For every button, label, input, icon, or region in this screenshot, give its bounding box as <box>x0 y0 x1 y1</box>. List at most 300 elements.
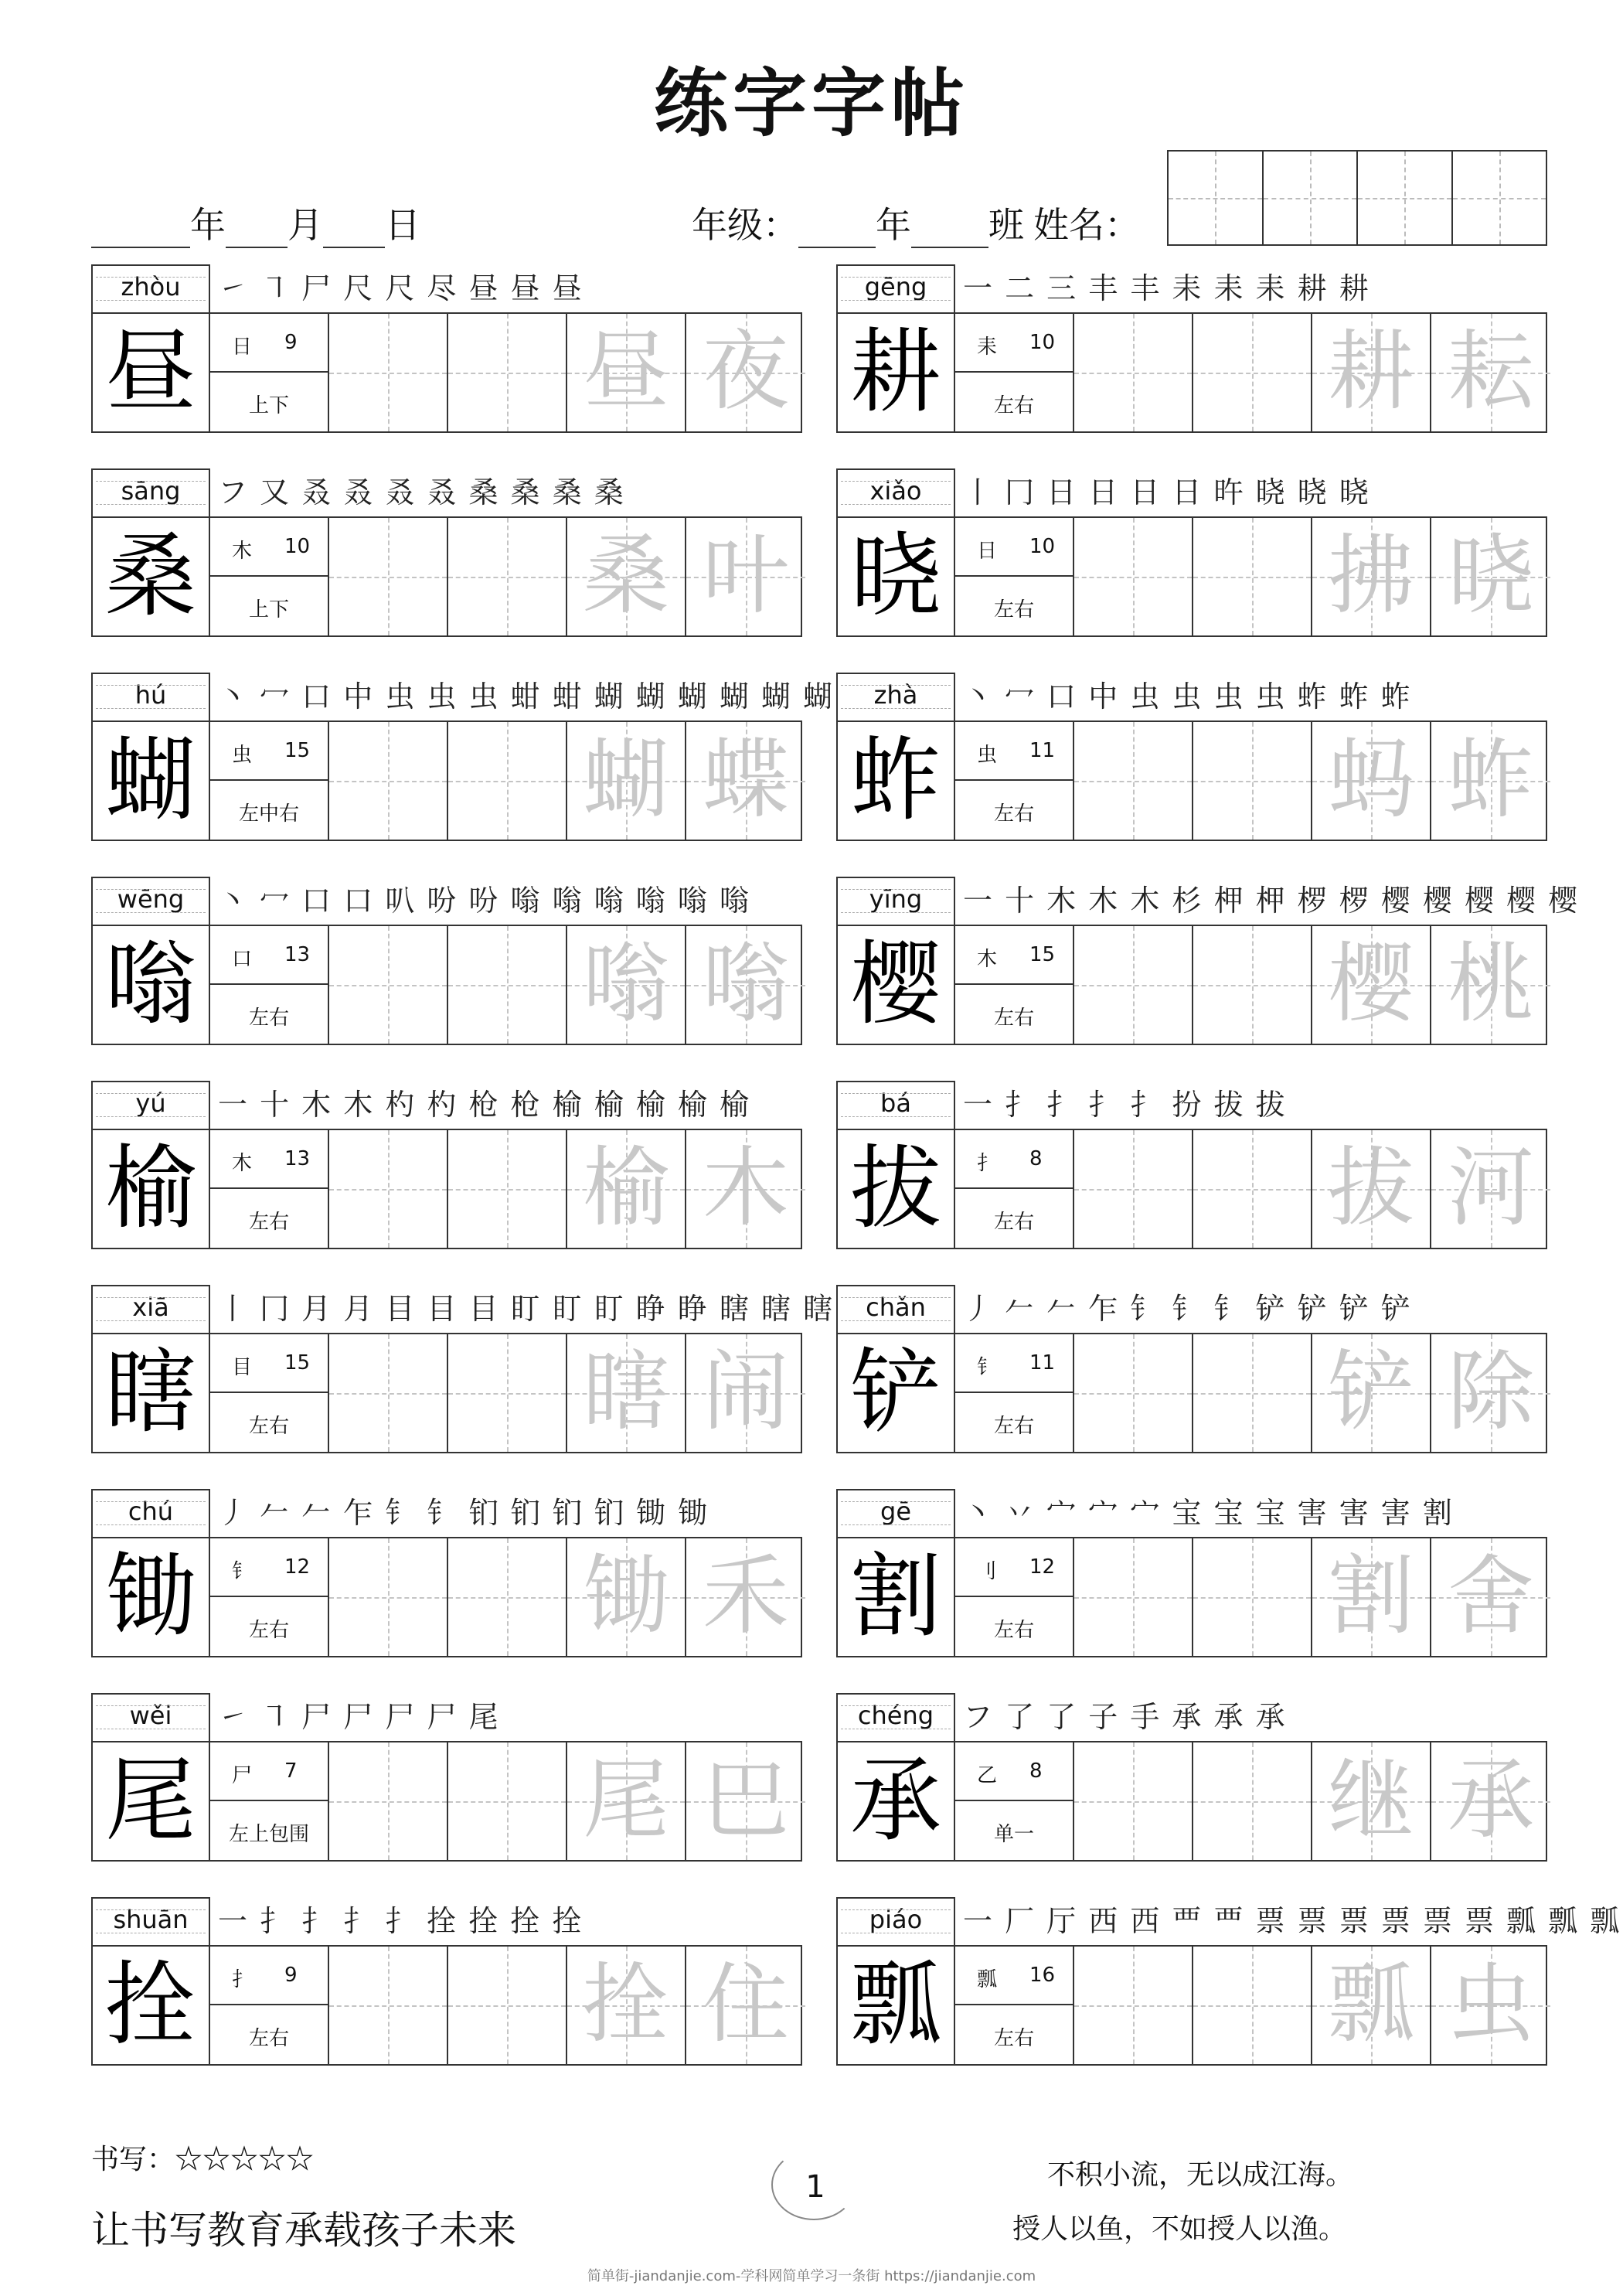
stroke-order: 丨 冂 月 月 目 目 目 盯 盯 盯 睁 睁 瞎 瞎 瞎 <box>218 1292 835 1326</box>
practice-cell[interactable] <box>1193 1130 1312 1248</box>
structure-type: 左右 <box>248 1415 289 1438</box>
writing-grid <box>836 516 1547 637</box>
stroke-count: 12 <box>1029 1555 1056 1579</box>
practice-cell[interactable] <box>1193 1334 1312 1452</box>
stroke-count: 15 <box>284 1351 311 1375</box>
trace-cell[interactable] <box>567 1130 686 1248</box>
model-character: 桑 <box>93 518 210 635</box>
trace-character: 拂 <box>1328 526 1414 626</box>
practice-cell[interactable] <box>1193 722 1312 840</box>
trace-character: 瞎 <box>583 1342 669 1443</box>
trace-cell[interactable] <box>1431 1742 1550 1860</box>
pinyin: shuān <box>91 1897 210 1945</box>
radical-count-box <box>955 1947 1073 2005</box>
model-character: 晓 <box>838 518 955 635</box>
trace-character: 榆 <box>583 1138 669 1238</box>
radical: 扌 <box>232 1968 253 1991</box>
writing-grid <box>836 925 1547 1045</box>
proverb-line-1: 不积小流，无以成江海。 <box>1047 2159 1354 2191</box>
structure-type: 左右 <box>993 2027 1034 2050</box>
name-box[interactable] <box>1453 152 1546 244</box>
structure-type: 左右 <box>248 1007 289 1030</box>
radical: 口 <box>232 948 253 971</box>
pinyin: gē <box>836 1489 955 1537</box>
trace-cell[interactable] <box>686 1334 805 1452</box>
class-blank[interactable] <box>911 213 988 248</box>
radical: 耒 <box>977 336 998 359</box>
trace-cell[interactable] <box>1312 722 1431 840</box>
character-entry <box>836 264 1547 433</box>
name-box[interactable] <box>1264 152 1359 244</box>
practice-cell[interactable] <box>448 722 567 840</box>
practice-cell[interactable] <box>1074 1334 1193 1452</box>
character-info <box>210 1130 329 1248</box>
pinyin: bá <box>836 1081 955 1129</box>
practice-cell[interactable] <box>1193 518 1312 635</box>
radical-count-box <box>210 1334 328 1393</box>
character-info <box>210 314 329 431</box>
character-entry <box>91 1897 802 2066</box>
writing-grid <box>91 925 802 1045</box>
character-entry <box>836 877 1580 1045</box>
character-info <box>210 1538 329 1656</box>
trace-cell[interactable] <box>1431 1947 1550 2064</box>
name-box[interactable] <box>1358 152 1453 244</box>
structure-type: 上下 <box>248 598 289 622</box>
practice-cell[interactable] <box>1074 314 1193 431</box>
writing-grid <box>91 1333 802 1453</box>
stroke-count: 8 <box>1029 1759 1043 1783</box>
stroke-order: 一 厂 厅 西 西 覀 覀 票 票 票 票 票 票 瓢 瓢 瓢 <box>963 1904 1621 1938</box>
character-entry <box>91 264 802 433</box>
trace-cell[interactable] <box>567 518 686 635</box>
trace-cell[interactable] <box>1431 1334 1550 1452</box>
model-character: 嗡 <box>93 926 210 1044</box>
character-info <box>210 722 329 840</box>
radical-count-box <box>210 1742 328 1801</box>
pinyin: zhòu <box>91 264 210 312</box>
writing-grid <box>836 1945 1547 2066</box>
trace-character: 蝴 <box>583 730 669 830</box>
radical-count-box <box>210 1947 328 2005</box>
writing-grid <box>836 1333 1547 1453</box>
radical-count-box <box>955 926 1073 985</box>
structure-type: 左右 <box>993 1415 1034 1438</box>
model-character: 承 <box>838 1742 955 1860</box>
stroke-count: 8 <box>1029 1147 1043 1170</box>
trace-character: 巴 <box>703 1750 789 1851</box>
trace-cell[interactable] <box>567 1334 686 1452</box>
writing-grid <box>836 312 1547 433</box>
character-entry <box>91 877 802 1045</box>
character-entry <box>836 673 1547 841</box>
structure-type: 左上包围 <box>228 1823 309 1846</box>
trace-character: 叶 <box>703 526 789 626</box>
model-character: 瓢 <box>838 1947 955 2064</box>
trace-cell[interactable] <box>686 1947 805 2064</box>
stroke-order: フ 了 了 子 手 承 承 承 <box>963 1700 1287 1734</box>
practice-cell[interactable] <box>448 518 567 635</box>
trace-cell[interactable] <box>1431 1130 1550 1248</box>
pinyin: yú <box>91 1081 210 1129</box>
day-label: 日 <box>385 204 420 246</box>
pinyin: xiǎo <box>836 468 955 516</box>
radical-count-box <box>955 722 1073 781</box>
model-character: 蝴 <box>93 722 210 840</box>
trace-character: 木 <box>703 1138 789 1238</box>
structure-type: 左右 <box>993 1211 1034 1234</box>
trace-cell[interactable] <box>1431 314 1550 431</box>
pinyin: gēng <box>836 264 955 312</box>
character-info <box>955 1334 1074 1452</box>
trace-cell[interactable] <box>1312 1742 1431 1860</box>
stroke-order: ㇀ ㇕ 尸 尸 尸 尸 尾 <box>218 1700 500 1734</box>
writing-grid <box>836 720 1547 841</box>
date-fields <box>91 197 420 248</box>
practice-cell[interactable] <box>448 1947 567 2064</box>
character-info <box>955 314 1074 431</box>
stroke-order: 丿 𠂉 𠂉 乍 钅 钅 钔 钔 钔 钔 锄 锄 <box>218 1496 709 1530</box>
stroke-count: 13 <box>284 943 311 966</box>
character-info <box>210 518 329 635</box>
practice-cell[interactable] <box>329 1130 448 1248</box>
character-info <box>955 722 1074 840</box>
page-number <box>757 2169 873 2205</box>
radical-count-box <box>210 1538 328 1597</box>
trace-character: 蝶 <box>703 730 789 830</box>
practice-cell[interactable] <box>329 1947 448 2064</box>
stroke-count: 9 <box>284 1964 298 1987</box>
practice-cell[interactable] <box>1074 1947 1193 2064</box>
pinyin: yīng <box>836 877 955 925</box>
grade-blank[interactable] <box>798 213 876 248</box>
practice-cell[interactable] <box>329 518 448 635</box>
character-entry <box>91 1693 802 1862</box>
practice-cell[interactable] <box>1193 1947 1312 2064</box>
trace-cell[interactable] <box>1312 926 1431 1044</box>
trace-character: 拔 <box>1328 1138 1414 1238</box>
day-blank[interactable] <box>323 213 385 248</box>
year-blank[interactable] <box>91 213 190 248</box>
radical-count-box <box>955 1538 1073 1597</box>
footer-source: 简单街-jiandanjie.com-学科网简单学习一条街 https://jiandanjie.com <box>587 2268 1036 2284</box>
radical-count-box <box>955 1742 1073 1801</box>
character-info <box>210 926 329 1044</box>
character-entry <box>91 468 802 637</box>
structure-type: 上下 <box>248 394 289 417</box>
trace-character: 桑 <box>583 526 669 626</box>
structure-type: 左右 <box>248 2027 289 2050</box>
character-entry <box>836 1897 1621 2066</box>
practice-cell[interactable] <box>1074 926 1193 1044</box>
radical-count-box <box>955 518 1073 577</box>
practice-cell[interactable] <box>329 926 448 1044</box>
practice-cell[interactable] <box>448 1742 567 1860</box>
trace-character: 瓢 <box>1328 1954 1414 2055</box>
stroke-order: 丶 丷 宀 宀 宀 宝 宝 宝 害 害 害 割 <box>963 1496 1454 1530</box>
writing-grid <box>836 1129 1547 1249</box>
structure-type: 左中右 <box>238 802 299 826</box>
name-box[interactable] <box>1169 152 1264 244</box>
stroke-count: 12 <box>284 1555 311 1579</box>
page-number-ornament <box>771 2149 856 2220</box>
structure-type: 左右 <box>993 598 1034 622</box>
radical: 瓢 <box>977 1968 998 1991</box>
structure-type: 左右 <box>993 1007 1034 1030</box>
character-entry <box>836 1285 1547 1453</box>
practice-cell[interactable] <box>1074 1130 1193 1248</box>
practice-cell[interactable] <box>329 1334 448 1452</box>
month-label: 月 <box>288 204 323 246</box>
practice-cell[interactable] <box>448 1538 567 1656</box>
practice-cell[interactable] <box>1193 1538 1312 1656</box>
character-info <box>955 518 1074 635</box>
trace-cell[interactable] <box>1431 1538 1550 1656</box>
writing-grid <box>91 312 802 433</box>
trace-cell[interactable] <box>686 314 805 431</box>
class-label: 班 <box>988 204 1024 246</box>
stroke-count: 13 <box>284 1147 311 1170</box>
pinyin: sāng <box>91 468 210 516</box>
trace-character: 住 <box>703 1954 789 2055</box>
writing-rating: 书写：☆☆☆☆☆ <box>91 2144 315 2175</box>
stroke-count: 11 <box>1029 1351 1056 1375</box>
radical-count-box <box>210 1130 328 1189</box>
character-info <box>210 1334 329 1452</box>
pinyin: wěi <box>91 1693 210 1741</box>
pinyin: zhà <box>836 673 955 720</box>
structure-type: 左右 <box>993 394 1034 417</box>
character-info <box>955 1130 1074 1248</box>
practice-cell[interactable] <box>329 1538 448 1656</box>
structure-type: 左右 <box>993 802 1034 826</box>
proverb-line-2: 授人以鱼，不如授人以渔。 <box>1012 2213 1347 2245</box>
trace-character: 蚱 <box>1448 730 1534 830</box>
trace-character: 铲 <box>1328 1342 1414 1443</box>
trace-cell[interactable] <box>686 722 805 840</box>
radical: 尸 <box>232 1764 253 1787</box>
writing-grid <box>836 1537 1547 1657</box>
structure-type: 左右 <box>248 1211 289 1234</box>
pinyin: chú <box>91 1489 210 1537</box>
radical-count-box <box>210 926 328 985</box>
stroke-count: 10 <box>284 535 311 558</box>
trace-character: 继 <box>1328 1750 1414 1851</box>
structure-type: 左右 <box>993 1619 1034 1642</box>
structure-type: 单一 <box>993 1823 1034 1846</box>
radical: 木 <box>232 540 253 563</box>
trace-cell[interactable] <box>567 722 686 840</box>
pinyin: wēng <box>91 877 210 925</box>
trace-cell[interactable] <box>686 518 805 635</box>
stroke-order: 丿 𠂉 𠂉 乍 钅 钅 钅 铲 铲 铲 铲 <box>963 1292 1412 1326</box>
practice-cell[interactable] <box>329 722 448 840</box>
character-entry <box>836 468 1547 637</box>
radical: 木 <box>977 948 998 971</box>
stroke-order: 一 二 三 丰 丰 耒 耒 耒 耕 耕 <box>963 271 1370 305</box>
practice-cell[interactable] <box>1193 314 1312 431</box>
radical: 扌 <box>977 1152 998 1175</box>
writing-grid <box>91 1537 802 1657</box>
page-title: 练字字帖 <box>654 60 969 147</box>
model-character: 蚱 <box>838 722 955 840</box>
page-number-text: 1 <box>805 2169 825 2205</box>
practice-cell[interactable] <box>448 314 567 431</box>
trace-cell[interactable] <box>686 926 805 1044</box>
trace-cell[interactable] <box>567 1538 686 1656</box>
trace-character: 耕 <box>1328 322 1414 422</box>
practice-cell[interactable] <box>1074 722 1193 840</box>
trace-character: 耘 <box>1448 322 1534 422</box>
trace-cell[interactable] <box>686 1130 805 1248</box>
stroke-order: 一 十 木 木 木 杉 柙 柙 椤 椤 樱 樱 樱 樱 樱 <box>963 884 1580 918</box>
trace-character: 虫 <box>1448 1954 1534 2055</box>
character-info <box>955 1947 1074 2064</box>
trace-character: 舍 <box>1448 1546 1534 1647</box>
stroke-order: 丶 冖 口 中 虫 虫 虫 蚶 蚶 蝴 蝴 蝴 蝴 蝴 蝴 <box>218 680 835 714</box>
model-character: 樱 <box>838 926 955 1044</box>
trace-character: 晓 <box>1448 526 1534 626</box>
character-entry <box>91 1489 802 1657</box>
stroke-order: フ 又 叒 叒 叒 叒 桑 桑 桑 桑 <box>218 475 625 509</box>
model-character: 榆 <box>93 1130 210 1248</box>
pinyin: xiā <box>91 1285 210 1333</box>
trace-cell[interactable] <box>1312 1538 1431 1656</box>
writing-grid <box>91 1741 802 1862</box>
trace-cell[interactable] <box>686 1742 805 1860</box>
name-label: 姓名： <box>1033 204 1140 246</box>
character-info <box>955 926 1074 1044</box>
trace-character: 禾 <box>703 1546 789 1647</box>
trace-character: 尾 <box>583 1750 669 1851</box>
practice-cell[interactable] <box>1074 1538 1193 1656</box>
grade-year-label: 年 <box>876 204 911 246</box>
trace-cell[interactable] <box>567 926 686 1044</box>
pinyin: chéng <box>836 1693 955 1741</box>
stroke-count: 7 <box>284 1759 298 1783</box>
radical: 钅 <box>977 1356 998 1379</box>
radical-count-box <box>210 314 328 373</box>
character-info <box>210 1742 329 1860</box>
trace-cell[interactable] <box>1431 926 1550 1044</box>
radical: 木 <box>232 1152 253 1175</box>
grade-label: 年级： <box>692 204 798 246</box>
radical: 钅 <box>232 1560 253 1583</box>
stroke-count: 16 <box>1029 1964 1056 1987</box>
writing-grid <box>91 516 802 637</box>
trace-character: 拴 <box>583 1954 669 2055</box>
pinyin: hú <box>91 673 210 720</box>
trace-cell[interactable] <box>1312 1334 1431 1452</box>
trace-character: 嗡 <box>583 934 669 1034</box>
character-info <box>955 1538 1074 1656</box>
trace-character: 河 <box>1448 1138 1534 1238</box>
character-entry <box>91 673 835 841</box>
trace-cell[interactable] <box>1312 1130 1431 1248</box>
trace-cell[interactable] <box>567 314 686 431</box>
model-character: 昼 <box>93 314 210 431</box>
stroke-order: 丶 冖 口 中 虫 虫 虫 虫 蚱 蚱 蚱 <box>963 680 1412 714</box>
writing-grid <box>91 1945 802 2066</box>
practice-cell[interactable] <box>1193 926 1312 1044</box>
name-writing-boxes[interactable] <box>1167 150 1547 246</box>
character-info <box>955 1742 1074 1860</box>
practice-cell[interactable] <box>448 926 567 1044</box>
character-entry <box>836 1081 1547 1249</box>
stroke-count: 15 <box>1029 943 1056 966</box>
model-character: 铲 <box>838 1334 955 1452</box>
radical: 刂 <box>977 1560 998 1583</box>
radical: 日 <box>977 540 998 563</box>
trace-cell[interactable] <box>1312 314 1431 431</box>
month-blank[interactable] <box>226 213 288 248</box>
structure-type: 左右 <box>248 1619 289 1642</box>
stroke-count: 11 <box>1029 739 1056 762</box>
stroke-order: 一 扌 扌 扌 扌 扮 拔 拔 <box>963 1088 1287 1122</box>
stroke-order: 一 十 木 木 杓 杓 枪 枪 榆 榆 榆 榆 榆 <box>218 1088 750 1122</box>
trace-cell[interactable] <box>567 1742 686 1860</box>
pinyin: piáo <box>836 1897 955 1945</box>
pinyin: chǎn <box>836 1285 955 1333</box>
practice-cell[interactable] <box>448 1334 567 1452</box>
trace-character: 除 <box>1448 1342 1534 1443</box>
practice-cell[interactable] <box>1074 1742 1193 1860</box>
trace-character: 嗡 <box>703 934 789 1034</box>
radical: 乙 <box>977 1764 998 1787</box>
practice-cell[interactable] <box>329 314 448 431</box>
practice-cell[interactable] <box>1193 1742 1312 1860</box>
slogan: 让书写教育承载孩子未来 <box>91 2208 516 2253</box>
model-character: 尾 <box>93 1742 210 1860</box>
trace-character: 割 <box>1328 1546 1414 1647</box>
radical-count-box <box>955 314 1073 373</box>
character-info <box>210 1947 329 2064</box>
stroke-count: 10 <box>1029 331 1056 354</box>
practice-cell[interactable] <box>448 1130 567 1248</box>
stroke-order: 一 扌 扌 扌 扌 拴 拴 拴 拴 <box>218 1904 584 1938</box>
model-character: 耕 <box>838 314 955 431</box>
trace-cell[interactable] <box>1431 518 1550 635</box>
model-character: 锄 <box>93 1538 210 1656</box>
radical: 日 <box>232 336 253 359</box>
radical-count-box <box>955 1130 1073 1189</box>
model-character: 瞎 <box>93 1334 210 1452</box>
radical: 虫 <box>232 744 253 767</box>
grade-fields <box>692 197 1140 248</box>
radical: 目 <box>232 1356 253 1379</box>
trace-cell[interactable] <box>567 1947 686 2064</box>
trace-cell[interactable] <box>1431 722 1550 840</box>
character-entry <box>91 1081 802 1249</box>
trace-character: 樱 <box>1328 934 1414 1034</box>
trace-cell[interactable] <box>1312 518 1431 635</box>
stroke-count: 10 <box>1029 535 1056 558</box>
trace-character: 锄 <box>583 1546 669 1647</box>
trace-character: 昼 <box>583 322 669 422</box>
model-character: 拴 <box>93 1947 210 2064</box>
trace-character: 闹 <box>703 1342 789 1443</box>
writing-grid <box>91 1129 802 1249</box>
practice-cell[interactable] <box>1074 518 1193 635</box>
trace-character: 夜 <box>703 322 789 422</box>
trace-cell[interactable] <box>686 1538 805 1656</box>
stroke-count: 15 <box>284 739 311 762</box>
radical-count-box <box>210 722 328 781</box>
radical-count-box <box>210 518 328 577</box>
radical: 虫 <box>977 744 998 767</box>
trace-cell[interactable] <box>1312 1947 1431 2064</box>
practice-cell[interactable] <box>329 1742 448 1860</box>
